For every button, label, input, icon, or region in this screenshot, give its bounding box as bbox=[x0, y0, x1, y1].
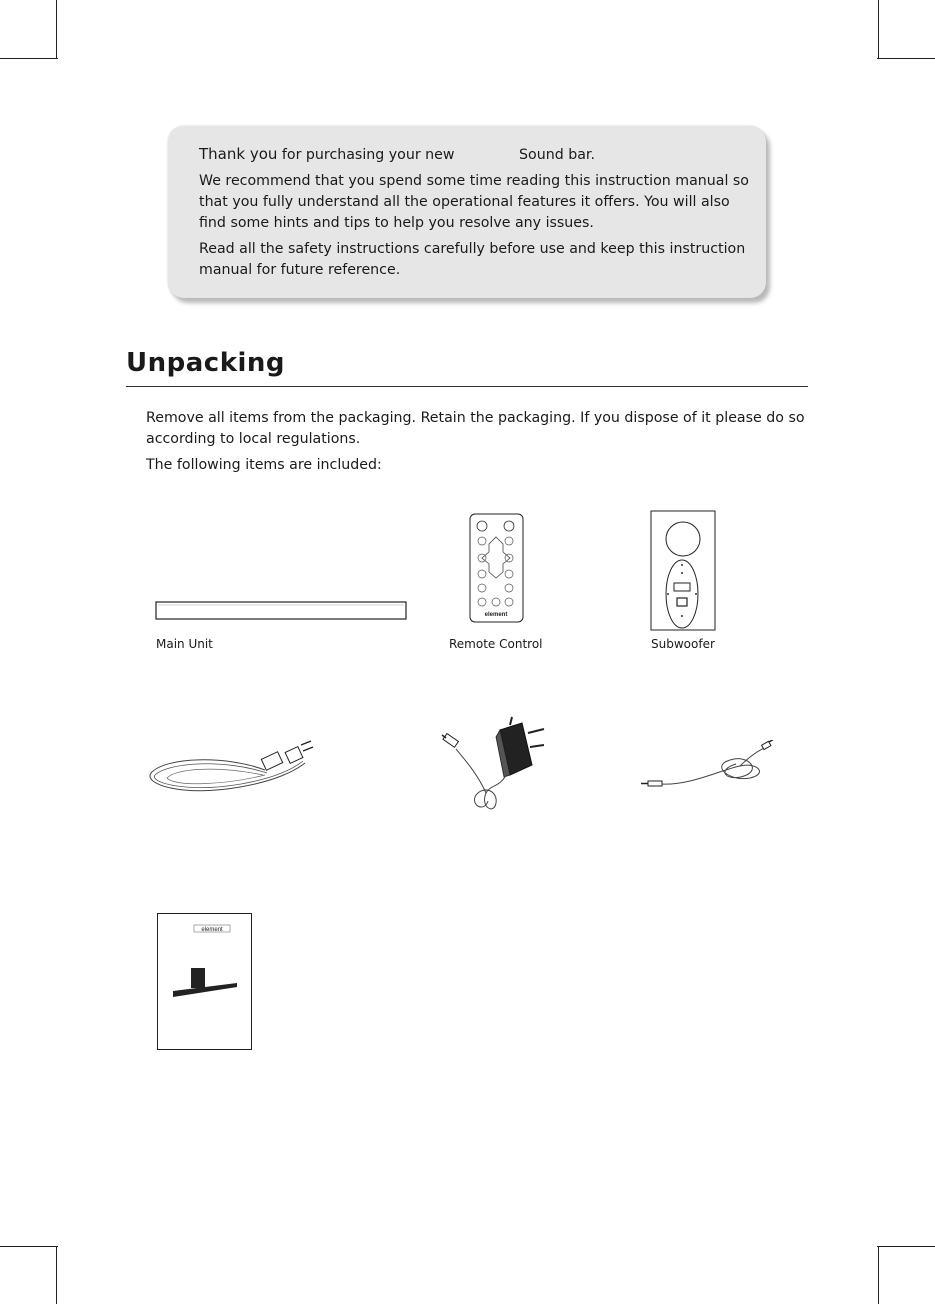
intro-text bbox=[199, 144, 759, 286]
manual-brand-logo: element bbox=[201, 927, 223, 933]
crop-mark-bottom-left-h bbox=[0, 1246, 58, 1247]
power-adapter-illustration bbox=[440, 715, 555, 820]
unpacking-text bbox=[146, 408, 806, 481]
purchase-text: for purchasing your new bbox=[281, 147, 455, 163]
intro-line-1 bbox=[199, 144, 759, 166]
subwoofer-caption: Subwoofer bbox=[651, 637, 715, 651]
heading-rule bbox=[126, 386, 808, 387]
crop-mark-top-left-h bbox=[0, 58, 58, 59]
intro-paragraph-3: Read all the safety instructions carefully before use and keep this instruction manual for future reference. bbox=[199, 241, 746, 278]
crop-mark-top-right-v bbox=[878, 0, 879, 58]
audio-cable-illustration bbox=[640, 740, 775, 795]
power-cord-illustration bbox=[145, 735, 325, 805]
section-heading-unpacking: Unpacking bbox=[126, 348, 286, 378]
crop-mark-bottom-left-v bbox=[56, 1246, 57, 1304]
instruction-manual-illustration bbox=[157, 913, 253, 1052]
remote-control-illustration bbox=[469, 513, 525, 625]
sound-bar-text: Sound bar. bbox=[519, 147, 595, 163]
crop-mark-bottom-right-v bbox=[878, 1246, 879, 1304]
unpacking-paragraph-1: Remove all items from the packaging. Retain the packaging. If you dispose of it please do so according to local regulations. bbox=[146, 410, 805, 447]
intro-paragraph-2: We recommend that you spend some time reading this instruction manual so that you fully understand all the operational features it offers. You will also find some hints and tips to help you resolve any issues. bbox=[199, 173, 749, 231]
crop-mark-top-left-v bbox=[56, 0, 57, 58]
crop-mark-top-right-h bbox=[877, 58, 935, 59]
subwoofer-illustration bbox=[650, 510, 717, 632]
unpacking-paragraph-2: The following items are included: bbox=[146, 457, 382, 473]
thank-you-text: Thank you bbox=[199, 145, 278, 163]
crop-mark-bottom-right-h bbox=[877, 1246, 935, 1247]
main-unit-caption: Main Unit bbox=[156, 637, 213, 651]
remote-control-caption: Remote Control bbox=[449, 637, 543, 651]
remote-brand-logo: element bbox=[484, 612, 508, 618]
intro-box bbox=[168, 126, 766, 298]
main-unit-illustration bbox=[155, 601, 408, 621]
